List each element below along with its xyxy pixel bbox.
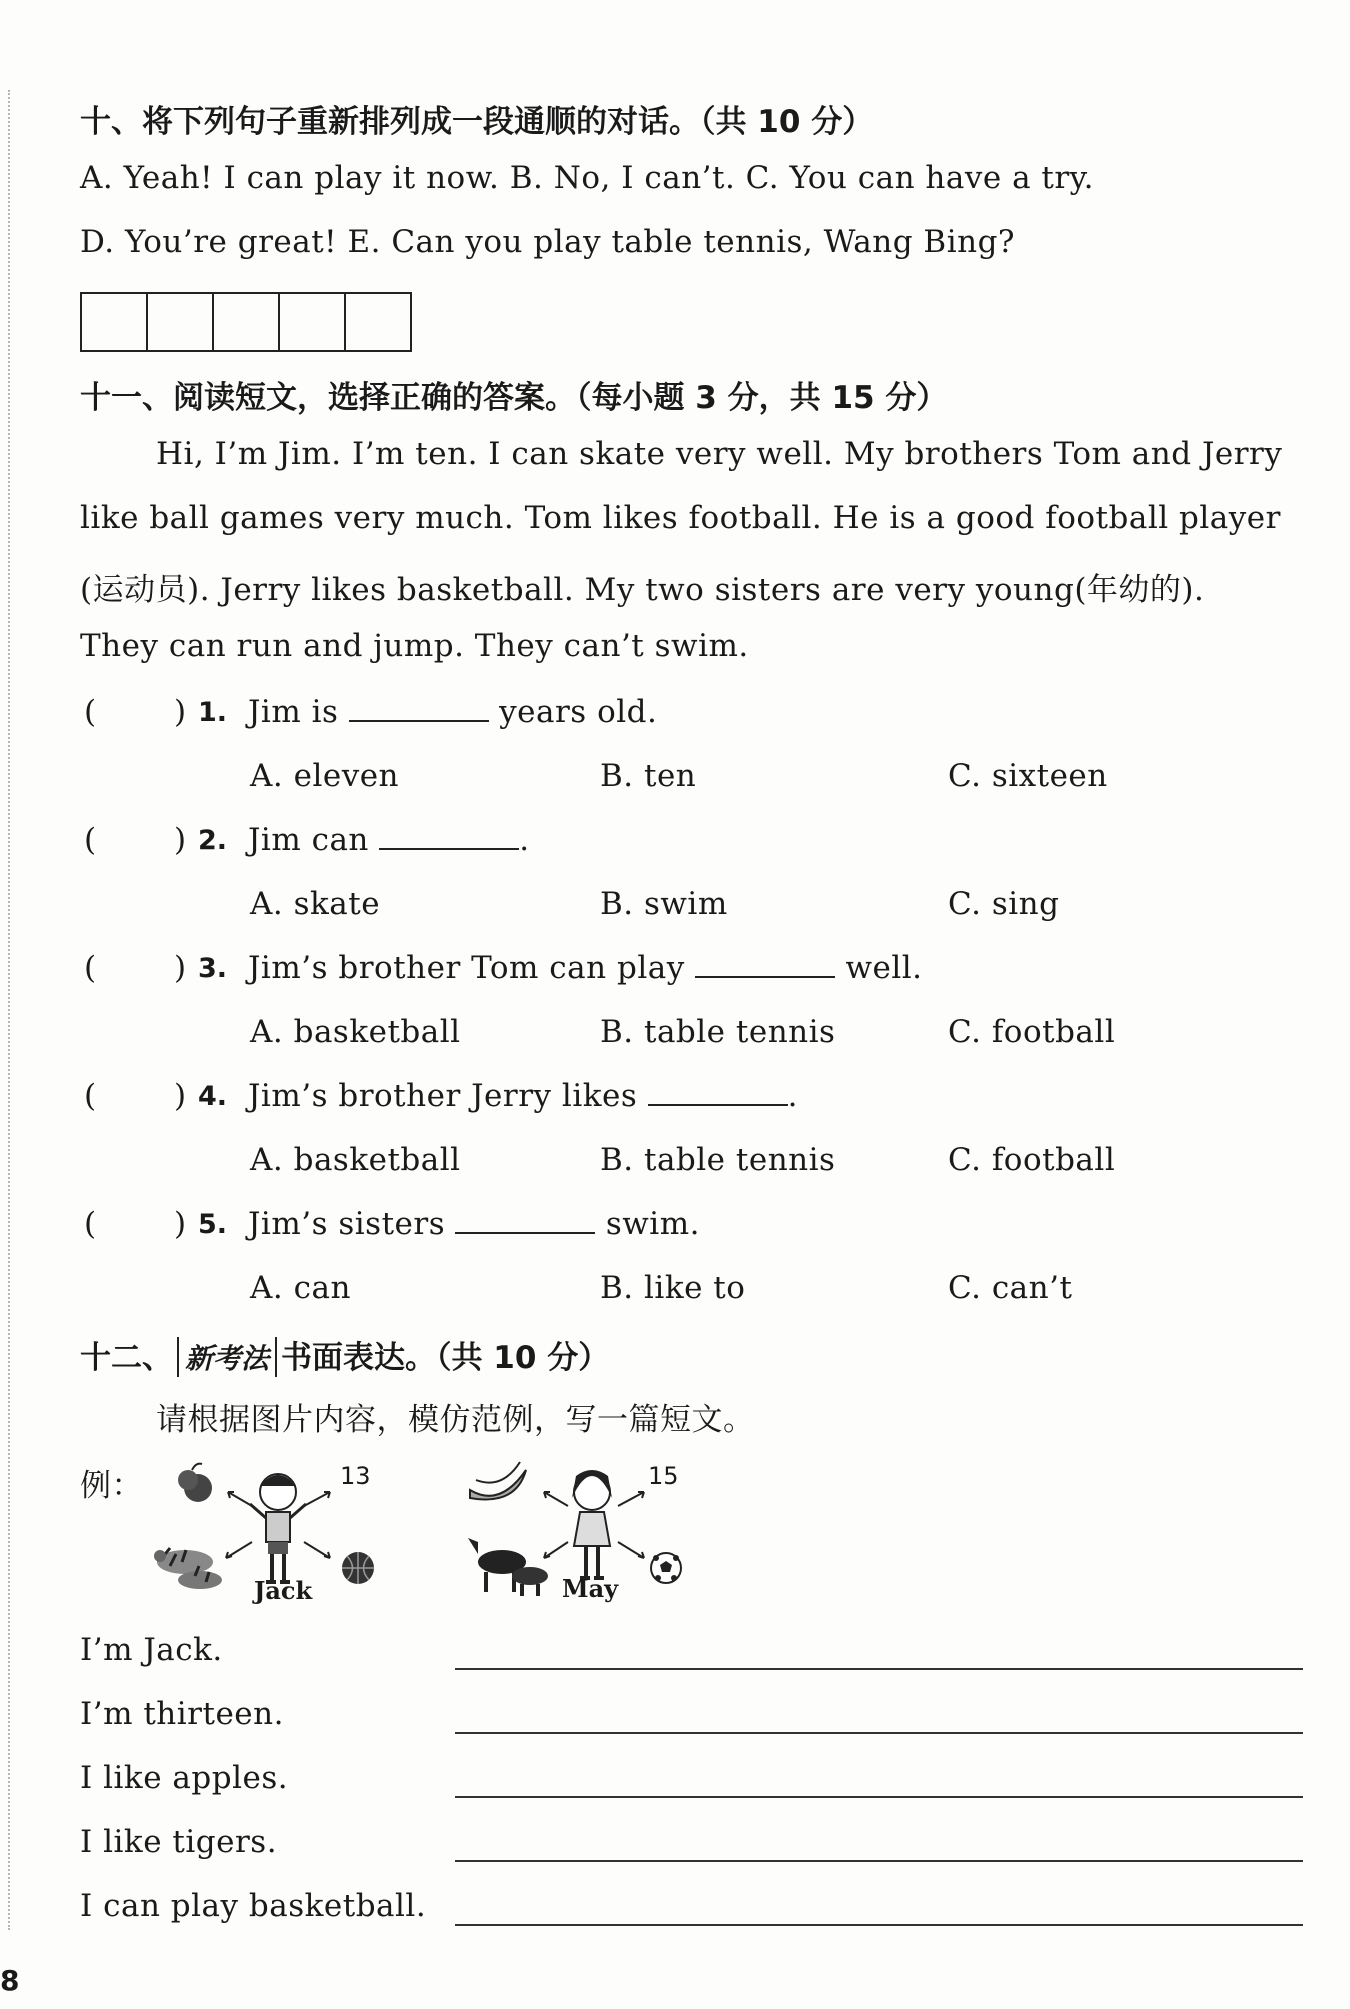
- fill-blank[interactable]: [455, 1206, 595, 1234]
- boy-figure: [250, 1474, 306, 1582]
- answer-paren-open[interactable]: (: [84, 1078, 97, 1114]
- option-a: A. skate: [250, 886, 381, 922]
- question-stem-before: Jim’s brother Tom can play: [248, 950, 685, 986]
- option-b: B. ten: [600, 758, 697, 794]
- answer-paren-close[interactable]: ): [174, 694, 187, 730]
- binding-margin-line: [8, 90, 10, 1930]
- writing-line[interactable]: [455, 1796, 1303, 1798]
- option-a: A. basketball: [250, 1014, 461, 1050]
- sample-line: I like tigers.: [80, 1824, 278, 1860]
- question-stem: [248, 950, 923, 986]
- girl-figure: [572, 1470, 612, 1578]
- sample-line: I’m thirteen.: [80, 1696, 284, 1732]
- option-b: B. swim: [600, 886, 728, 922]
- answer-paren-open[interactable]: (: [84, 950, 97, 986]
- answer-box[interactable]: [82, 294, 148, 350]
- option-c: C. sixteen: [948, 758, 1108, 794]
- fill-blank[interactable]: [379, 822, 519, 850]
- writing-line[interactable]: [455, 1924, 1303, 1926]
- answer-box[interactable]: [148, 294, 214, 350]
- question-stem: [248, 822, 530, 858]
- passage-line: (运动员). Jerry likes basketball. My two sisters are very young(年幼的).: [80, 572, 1205, 608]
- answer-paren-close[interactable]: ): [174, 1078, 187, 1114]
- section-12-heading: [80, 1332, 609, 1377]
- question-number: 3.: [198, 953, 228, 984]
- question-stem: [248, 1078, 798, 1114]
- answer-box[interactable]: [280, 294, 346, 350]
- answer-paren-close[interactable]: ): [174, 1206, 187, 1242]
- new-method-stamp: 新考法: [177, 1337, 277, 1377]
- jack-name-label: Jack: [254, 1576, 313, 1605]
- passage-line: They can run and jump. They can’t swim.: [80, 628, 749, 664]
- answer-paren-open[interactable]: (: [84, 822, 97, 858]
- question-stem-before: Jim’s sisters: [248, 1206, 446, 1242]
- question-stem-after: swim.: [605, 1206, 700, 1242]
- writing-line[interactable]: [455, 1732, 1303, 1734]
- section-11-heading: 十一、阅读短文，选择正确的答案。（每小题 3 分，共 15 分）: [80, 380, 948, 416]
- question-stem-after: .: [787, 1078, 798, 1114]
- question-stem-before: Jim’s brother Jerry likes: [248, 1078, 638, 1114]
- banana-icon: [470, 1462, 526, 1499]
- fill-blank[interactable]: [648, 1078, 788, 1106]
- section-10-options-line-2: D. You’re great! E. Can you play table tennis, Wang Bing?: [80, 224, 1016, 260]
- question-stem-after: .: [519, 822, 530, 858]
- answer-box-row: [80, 292, 412, 352]
- question-number: 5.: [198, 1209, 228, 1240]
- passage-line: Hi, I’m Jim. I’m ten. I can skate very well. My brothers Tom and Jerry: [156, 436, 1283, 472]
- section-10-options-line-1: A. Yeah! I can play it now. B. No, I can’t. C. You can have a try.: [80, 160, 1094, 196]
- option-b: B. table tennis: [600, 1142, 836, 1178]
- passage-line: like ball games very much. Tom likes football. He is a good football player: [80, 500, 1281, 536]
- writing-line[interactable]: [455, 1860, 1303, 1862]
- basketball-icon: [342, 1552, 374, 1584]
- writing-line[interactable]: [455, 1668, 1303, 1670]
- section-12-heading-prefix: 十二、: [80, 1340, 173, 1376]
- answer-paren-open[interactable]: (: [84, 694, 97, 730]
- answer-box[interactable]: [214, 294, 280, 350]
- section-10-heading: 十、将下列句子重新排列成一段通顺的对话。（共 10 分）: [80, 104, 874, 140]
- jack-age-label: 13: [340, 1462, 371, 1490]
- tiger-icon: [154, 1548, 222, 1589]
- option-a: A. can: [250, 1270, 351, 1306]
- section-12-heading-suffix: 书面表达。（共 10 分）: [281, 1340, 610, 1376]
- option-c: C. football: [948, 1014, 1116, 1050]
- question-stem-after: well.: [845, 950, 923, 986]
- answer-paren-open[interactable]: (: [84, 1206, 97, 1242]
- fill-blank[interactable]: [695, 950, 835, 978]
- sample-line: I can play basketball.: [80, 1888, 427, 1924]
- fill-blank[interactable]: [349, 694, 489, 722]
- horse-icon: [468, 1538, 548, 1596]
- page-number: 8: [0, 1964, 20, 1997]
- question-number: 1.: [198, 697, 228, 728]
- writing-instruction: 请根据图片内容，模仿范例，写一篇短文。: [156, 1402, 755, 1438]
- sample-line: I like apples.: [80, 1760, 289, 1796]
- option-c: C. sing: [948, 886, 1060, 922]
- option-c: C. can’t: [948, 1270, 1073, 1306]
- answer-box[interactable]: [346, 294, 410, 350]
- question-stem: [248, 694, 657, 730]
- may-age-label: 15: [648, 1462, 679, 1490]
- option-b: B. like to: [600, 1270, 746, 1306]
- question-number: 4.: [198, 1081, 228, 1112]
- question-stem: [248, 1206, 700, 1242]
- sample-line: I’m Jack.: [80, 1632, 223, 1668]
- apple-icon: [178, 1464, 212, 1502]
- question-number: 2.: [198, 825, 228, 856]
- may-name-label: May: [562, 1574, 619, 1603]
- answer-paren-close[interactable]: ): [174, 950, 187, 986]
- question-stem-before: Jim is: [248, 694, 339, 730]
- option-b: B. table tennis: [600, 1014, 836, 1050]
- football-icon: [651, 1553, 681, 1583]
- option-a: A. eleven: [250, 758, 400, 794]
- option-c: C. football: [948, 1142, 1116, 1178]
- question-stem-after: years old.: [499, 694, 658, 730]
- example-label: 例：: [80, 1468, 143, 1504]
- option-a: A. basketball: [250, 1142, 461, 1178]
- question-stem-before: Jim can: [248, 822, 369, 858]
- answer-paren-close[interactable]: ): [174, 822, 187, 858]
